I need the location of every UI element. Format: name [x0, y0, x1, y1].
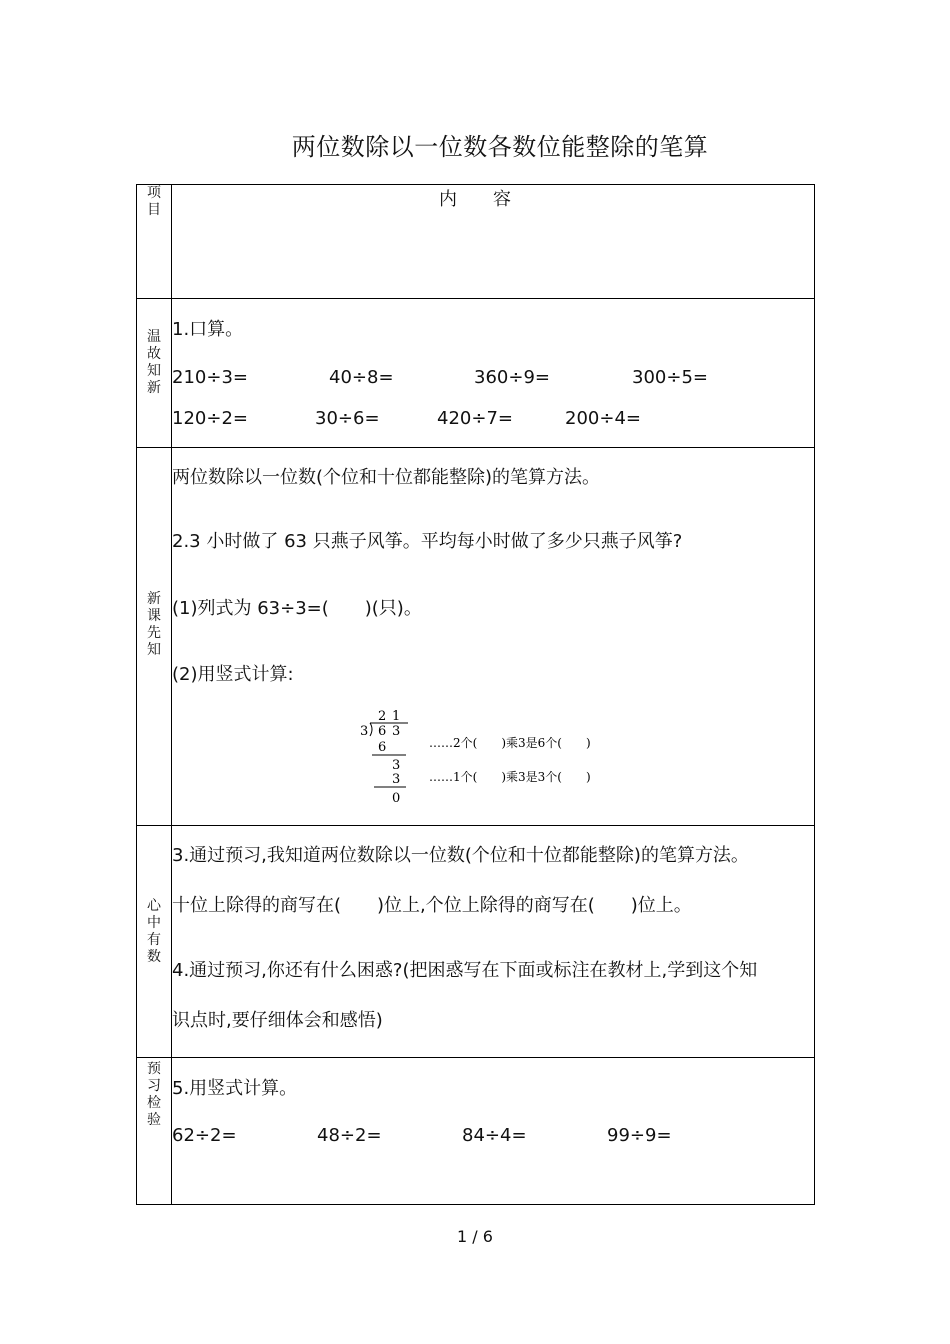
section-check-label: 预习检验: [137, 1058, 172, 1205]
quotient-tens-digit: 2: [378, 709, 387, 724]
section-review-content: [172, 299, 815, 448]
oral-calc-item: 210÷3=: [172, 367, 248, 388]
question-equation: (1)列式为 63÷3=( )(只)。: [172, 598, 422, 619]
doubts-question-continued: 识点时,要仔细体会和感悟): [172, 1010, 383, 1031]
oral-calc-item: 420÷7=: [437, 408, 513, 429]
oral-calc-item: 200÷4=: [565, 408, 641, 429]
step1-explanation: ……2个( )乘3是6个( ): [429, 736, 591, 750]
method-intro: 两位数除以一位数(个位和十位都能整除)的笔算方法。: [172, 467, 601, 488]
section-review-row: [137, 299, 815, 448]
oral-calc-item: 360÷9=: [474, 367, 550, 388]
section-newlesson-label: 新课先知: [137, 448, 172, 826]
step2-explanation: ……1个( )乘3是3个( ): [429, 770, 591, 784]
section-understanding-label: 心中有数: [137, 826, 172, 1058]
section-understanding-content: [172, 826, 815, 1058]
section-newlesson-row: [137, 448, 815, 826]
page-title: 两位数除以一位数各数位能整除的笔算: [291, 133, 709, 161]
vertical-calc-item: 48÷2=: [317, 1125, 382, 1146]
oral-calc-item: 40÷8=: [329, 367, 394, 388]
worksheet-table: [136, 184, 815, 1205]
section-understanding-row: [137, 826, 815, 1058]
vertical-calc-item: 99÷9=: [607, 1125, 672, 1146]
section-review-label: 温故知新: [137, 299, 172, 448]
quotient-position-question: 十位上除得的商写在( )位上,个位上除得的商写在( )位上。: [172, 895, 692, 916]
item-column-header: 项目: [137, 185, 172, 299]
dividend-tens-digit: 6: [378, 724, 387, 739]
oral-calc-heading: 1.口算。: [172, 319, 244, 340]
step2-bring-down: 3: [392, 758, 401, 773]
oral-calc-item: 300÷5=: [632, 367, 708, 388]
step1-product: 6: [378, 740, 387, 755]
oral-calc-item: 120÷2=: [172, 408, 248, 429]
content-column-header: 内容: [172, 185, 815, 299]
section-newlesson-content: [172, 448, 815, 826]
step2-product: 3: [392, 772, 401, 787]
vertical-calc-item: 62÷2=: [172, 1125, 237, 1146]
understanding-statement: 3.通过预习,我知道两位数除以一位数(个位和十位都能整除)的笔算方法。: [172, 845, 749, 866]
long-division-diagram: [352, 706, 652, 810]
section-check-content: [172, 1058, 815, 1205]
table-header-row: [137, 185, 815, 299]
word-problem: 2.3 小时做了 63 只燕子风筝。平均每小时做了多少只燕子风筝?: [172, 531, 683, 552]
vertical-calc-heading: 5.用竖式计算。: [172, 1078, 298, 1099]
quotient-ones-digit: 1: [392, 709, 401, 724]
remainder-digit: 0: [392, 791, 401, 806]
question-vertical: (2)用竖式计算:: [172, 664, 294, 685]
page-number: 1 / 6: [457, 1227, 493, 1246]
dividend-ones-digit: 3: [392, 724, 401, 739]
section-check-row: [137, 1058, 815, 1205]
divisor-digit: 3: [360, 724, 369, 739]
oral-calc-item: 30÷6=: [315, 408, 380, 429]
vertical-calc-item: 84÷4=: [462, 1125, 527, 1146]
division-bracket: [370, 723, 372, 736]
doubts-question: 4.通过预习,你还有什么困惑?(把困惑写在下面或标注在教材上,学到这个知: [172, 960, 758, 981]
